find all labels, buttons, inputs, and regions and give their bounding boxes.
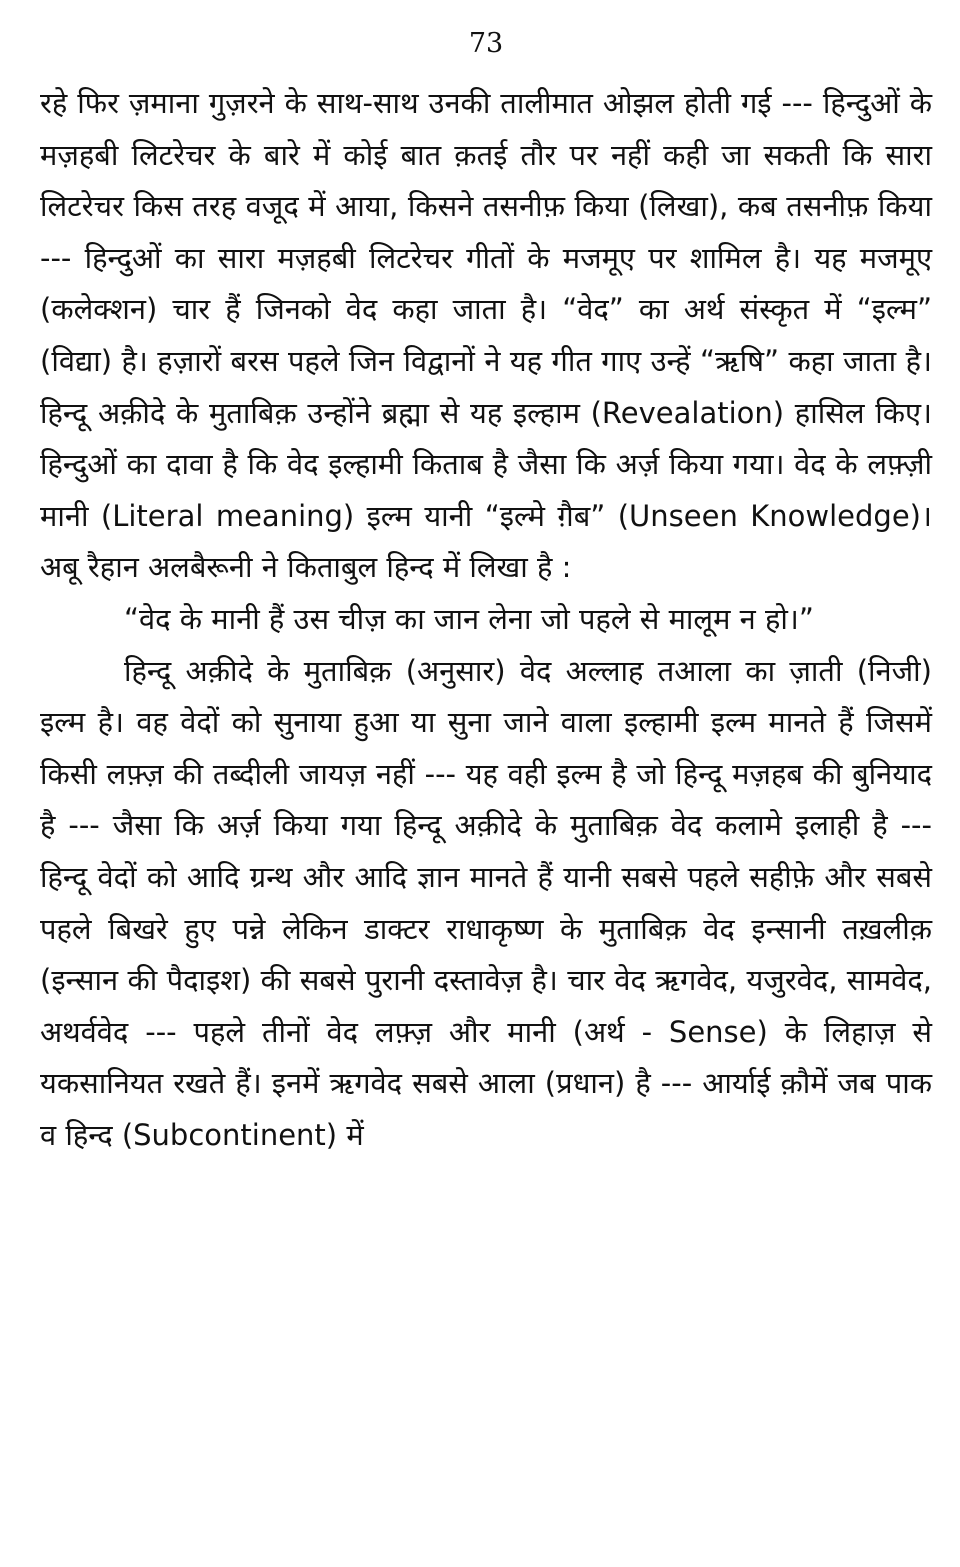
page-number: 73 [468,28,504,59]
paragraph-vedas-belief: हिन्दू अक़ीदे के मुताबिक़ (अनुसार) वेद अल्लाह तआला का ज़ाती (निजी) इल्म है। वह वेदों को सुनाया हुआ या सुना जाने वाला इल्हामी इल्म मानते हैं जिसमें किसी लफ़्ज़ की तब्दीली जायज़ नहीं --- यह वही इल्म है जो हिन्दू मज़हब की बुनियाद है --- जैसा कि अर्ज़ किया गया हिन्दू अक़ीदे के मुताबिक़ वेद कलामे इलाही है --- हिन्दू वेदों को आदि ग्रन्थ और आदि ज्ञान मानते हैं यानी सबसे पहले सहीफ़े और सबसे पहले बिखरे हुए पन्ने लेकिन डाक्टर राधाकृष्ण के मुताबिक़ वेद इन्सानी तख़लीक़ (इन्सान की पैदाइश) की सबसे पुरानी दस्तावेज़ है। चार वेद ऋगवेद, यजुरवेद, सामवेद, अथर्ववेद --- पहले तीनों वेद लफ़्ज़ और मानी (अर्थ - Sense) के लिहाज़ से यकसानियत रखते हैं। इनमें ऋगवेद सबसे आला (प्रधान) है --- आर्याई क़ौमें जब पाक व हिन्द (Subcontinent) में [40,653,932,1152]
quotation-alberuni: “वेद के मानी हैं उस चीज़ का जान लेना जो पहले से मालूम न हो।” [124,601,814,636]
paragraph-vedas-origin: रहे फिर ज़माना गुज़रने के साथ-साथ उनकी तालीमात ओझल होती गई --- हिन्दुओं के मज़हबी लिटरेचर के बारे में कोई बात क़तई तौर पर नहीं कही जा सकती कि सारा लिटरेचर किस तरह वजूद में आया, किसने तसनीफ़ किया (लिखा), कब तसनीफ़ किया --- हिन्दुओं का सारा मज़हबी लिटरेचर गीतों के मजमूए पर शामिल है। यह मजमूए (कलेक्शन) चार हैं जिनको वेद कहा जाता है। “वेद” का अर्थ संस्कृत में “इल्म” (विद्या) है। हज़ारों बरस पहले जिन विद्वानों ने यह गीत गाए उन्हें “ऋषि” कहा जाता है। हिन्दू अक़ीदे के मुताबिक़ उन्होंने ब्रह्मा से यह इल्हाम (Revealation) हासिल किए। हिन्दुओं का दावा है कि वेद इल्हामी किताब है जैसा कि अर्ज़ किया गया। वेद के लफ़्ज़ी मानी (Literal meaning) इल्म यानी “इल्मे ग़ैब” (Unseen Knowledge)। अबू रैहान अलबैरूनी ने किताबुल हिन्द में लिखा है : [40,86,932,585]
